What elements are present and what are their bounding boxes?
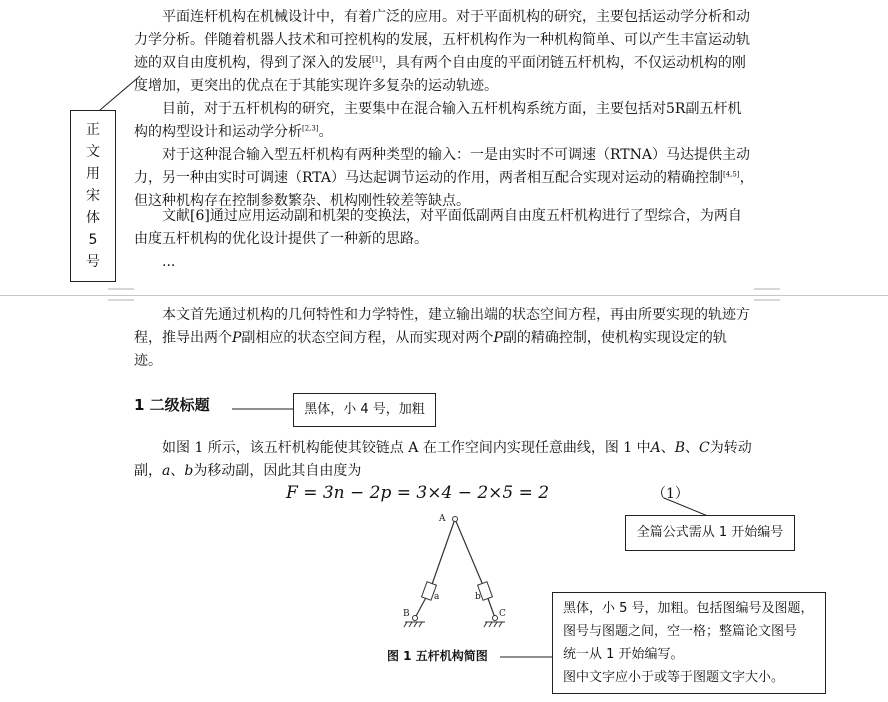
paragraph-research: 目前，对于五杆机构的研究，主要集中在混合输入五杆机构系统方面，主要包括对5R副五杆机构的构型设计和运动学分析[2,3]。 bbox=[134, 101, 742, 140]
paragraph-hybrid-input: 对于这种混合输入型五杆机构有两种类型的输入：一是由实时不可调速（RTNA）马达提供主动力，另一种由实时可调速（RTA）马达起调节运动的作用，两者相互配合实现对运动的精确控制[4,5]，但这种机构存在控制参数繁杂、机构刚性较差等缺点。 bbox=[134, 147, 754, 209]
joint-b bbox=[413, 616, 418, 621]
citation-ref[interactable]: [1] bbox=[372, 55, 382, 64]
joint-c bbox=[493, 616, 498, 621]
joint-a bbox=[453, 517, 458, 522]
link-right bbox=[455, 519, 485, 590]
body-font-callout-char: 正 bbox=[86, 122, 100, 138]
label-A: A bbox=[439, 514, 446, 524]
link-left bbox=[430, 519, 455, 590]
figure-caption: 图 1 五杆机构简图 bbox=[387, 649, 488, 663]
body-font-callout-char: 用 bbox=[86, 166, 100, 182]
section-heading: 1 二级标题 bbox=[134, 396, 210, 414]
label-b: b bbox=[475, 592, 481, 602]
figure-caption-callout bbox=[552, 592, 826, 694]
paragraph-ellipsis: ... bbox=[162, 254, 176, 270]
paragraph-approach: 本文首先通过机构的几何特性和力学特性，建立输出端的状态空间方程，再由所要实现的轨迹方程，推导出两个P副相应的状态空间方程，从而实现对两个P副的精确控制，使机构实现设定的轨迹。 bbox=[134, 307, 750, 369]
equation-number: （1） bbox=[652, 486, 689, 502]
page-corner-marks bbox=[108, 289, 780, 300]
citation-ref[interactable]: [2,3] bbox=[302, 124, 319, 133]
body-font-callout-char: 文 bbox=[86, 144, 100, 160]
five-bar-mechanism-figure bbox=[395, 510, 525, 635]
figure-caption-callout-line: 图号与图题之间，空一格；整篇论文图号 bbox=[563, 624, 798, 639]
heading-font-callout: 黑体，小 4 号，加粗 bbox=[293, 393, 436, 427]
citation-ref[interactable]: [4,5] bbox=[722, 170, 740, 179]
body-font-callout-char: 5 bbox=[88, 232, 98, 248]
label-C: C bbox=[499, 609, 506, 619]
paragraph-intro: 平面连杆机构在机械设计中，有着广泛的应用。对于平面机构的研究，主要包括运动学分析和动力学分析。伴随着机器人技术和可控机构的发展，五杆机构作为一种机构简单、可以产生丰富运动轨迹的双自由度机构，得到了深入的发展[1]，具有两个自由度的平面闭链五杆机构，不仅运动机构的刚度增加，更突出的优点在于其能实现许多复杂的运动轨迹。 bbox=[134, 9, 750, 94]
formula-numbering-callout: 全篇公式需从 1 开始编号 bbox=[625, 515, 795, 551]
dof-equation: F = 3n − 2p = 3×4 − 2×5 = 2 bbox=[286, 483, 550, 503]
body-font-callout-char: 体 bbox=[86, 210, 100, 226]
body-font-callout-char: 号 bbox=[86, 254, 100, 270]
paragraph-literature: 文献[6]通过应用运动副和机架的变换法，对平面低副两自由度五杆机构进行了型综合，为两自由度五杆机构的优化设计提供了一种新的思路。 bbox=[134, 208, 742, 247]
label-B: B bbox=[403, 609, 410, 619]
body-font-callout-char: 宋 bbox=[86, 188, 100, 204]
figure-caption-callout-line: 图中文字应小于或等于图题文字大小。 bbox=[563, 670, 785, 685]
figure-caption-callout-line: 统一从 1 开始编写。 bbox=[563, 647, 684, 662]
paragraph-figure-description: 如图 1 所示，该五杆机构能使其铰链点 A 在工作空间内实现任意曲线，图 1 中A、B、C为转动副，a、b为移动副，因此其自由度为 bbox=[134, 440, 752, 479]
label-a: a bbox=[434, 592, 440, 602]
figure-caption-callout-line: 黑体，小 5 号，加粗。包括图编号及图题， bbox=[563, 601, 814, 616]
body-font-leader bbox=[100, 76, 140, 110]
